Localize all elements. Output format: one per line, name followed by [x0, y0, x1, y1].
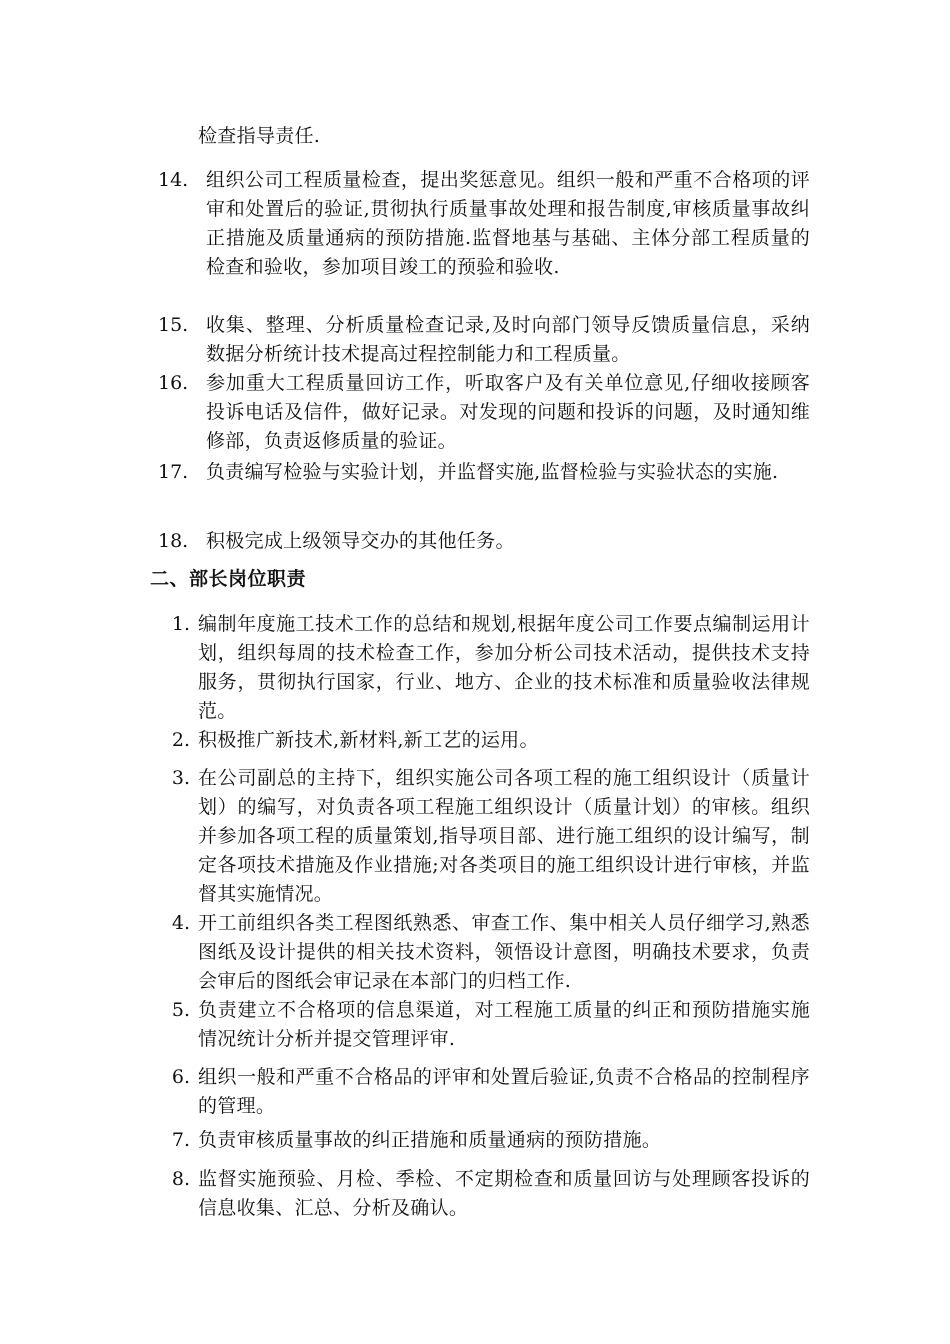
item-number: 7.: [171, 1129, 190, 1151]
item-text: 在公司副总的主持下，组织实施公司各项工程的施工组织设计（质量计划）的编写，对负责各项工程施工组织设计（质量计划）的审核。组织并参加各项工程的质量策划,指导项目部、进行施工组织的设计编写，制定各项技术措施及作业措施;对各类项目的施工组织设计进行审核，并监督其实施情况。: [198, 767, 810, 905]
list-item: [150, 369, 810, 456]
list-item: [150, 1063, 810, 1121]
section-heading: 二、部长岗位职责: [150, 568, 307, 590]
item-text: 积极推广新技术,新材料,新工艺的运用。: [198, 729, 539, 751]
item-number: 17.: [158, 461, 189, 483]
item-text: 负责编写检验与实验计划，并监督实施,监督检验与实验状态的实施.: [206, 461, 779, 483]
item-text: 组织一般和严重不合格品的评审和处置后验证,负责不合格品的控制程序的管理。: [198, 1066, 810, 1117]
item-text: 参加重大工程质量回访工作，听取客户及有关单位意见,仔细收接顾客投诉电话及信件，做好记录。对发现的问题和投诉的问题，及时通知维修部，负责返修质量的验证。: [206, 372, 810, 452]
item-number: 14.: [158, 169, 189, 191]
item-text: 负责审核质量事故的纠正措施和质量通病的预防措施。: [198, 1129, 662, 1151]
item-number: 6.: [171, 1066, 190, 1088]
item-number: 3.: [171, 767, 190, 789]
list-item: [150, 1165, 810, 1223]
item-number: 1.: [171, 613, 190, 635]
item-text: 监督实施预验、月检、季检、不定期检查和质量回访与处理顾客投诉的信息收集、汇总、分析及确认。: [198, 1168, 810, 1219]
item-number: 18.: [158, 530, 189, 552]
item-number: 8.: [171, 1168, 190, 1190]
list-item: [150, 764, 810, 909]
item-text: 编制年度施工技术工作的总结和规划,根据年度公司工作要点编制运用计划，组织每周的技术检查工作，参加分析公司技术活动，提供技术支持服务，贯彻执行国家，行业、地方、企业的技术标准和质量验收法律规范。: [198, 613, 810, 722]
list-item: [150, 166, 810, 282]
list-item: [150, 458, 810, 487]
item-number: 2.: [171, 729, 190, 751]
item-text: 开工前组织各类工程图纸熟悉、审查工作、集中相关人员仔细学习,熟悉图纸及设计提供的相关技术资料，领悟设计意图，明确技术要求，负责会审后的图纸会审记录在本部门的归档工作.: [198, 912, 810, 992]
item-number: 4.: [171, 912, 190, 934]
item-number: 16.: [158, 372, 189, 394]
item-text: 负责建立不合格项的信息渠道，对工程施工质量的纠正和预防措施实施情况统计分析并提交管理评审.: [198, 999, 810, 1050]
list-item: [150, 909, 810, 996]
list-item: [150, 311, 810, 369]
list-item: [150, 610, 810, 726]
item-text: 组织公司工程质量检查，提出奖惩意见。组织一般和严重不合格项的评审和处置后的验证,贯彻执行质量事故处理和报告制度,审核质量事故纠正措施及质量通病的预防措施.监督地基与基础、主体分部工程质量的检查和验收，参加项目竣工的预验和验收.: [206, 169, 810, 278]
item-text: 收集、整理、分析质量检查记录,及时向部门领导反馈质量信息，采纳数据分析统计技术提高过程控制能力和工程质量。: [206, 314, 810, 365]
item-number: 15.: [158, 314, 189, 336]
item-number: 5.: [171, 999, 190, 1021]
continuation-text: 检查指导责任.: [198, 125, 321, 147]
list-item: [150, 996, 810, 1054]
list-item: [150, 527, 810, 556]
list-item: [150, 726, 810, 755]
item-text: 积极完成上级领导交办的其他任务。: [206, 530, 515, 552]
list-item: [150, 1126, 810, 1155]
